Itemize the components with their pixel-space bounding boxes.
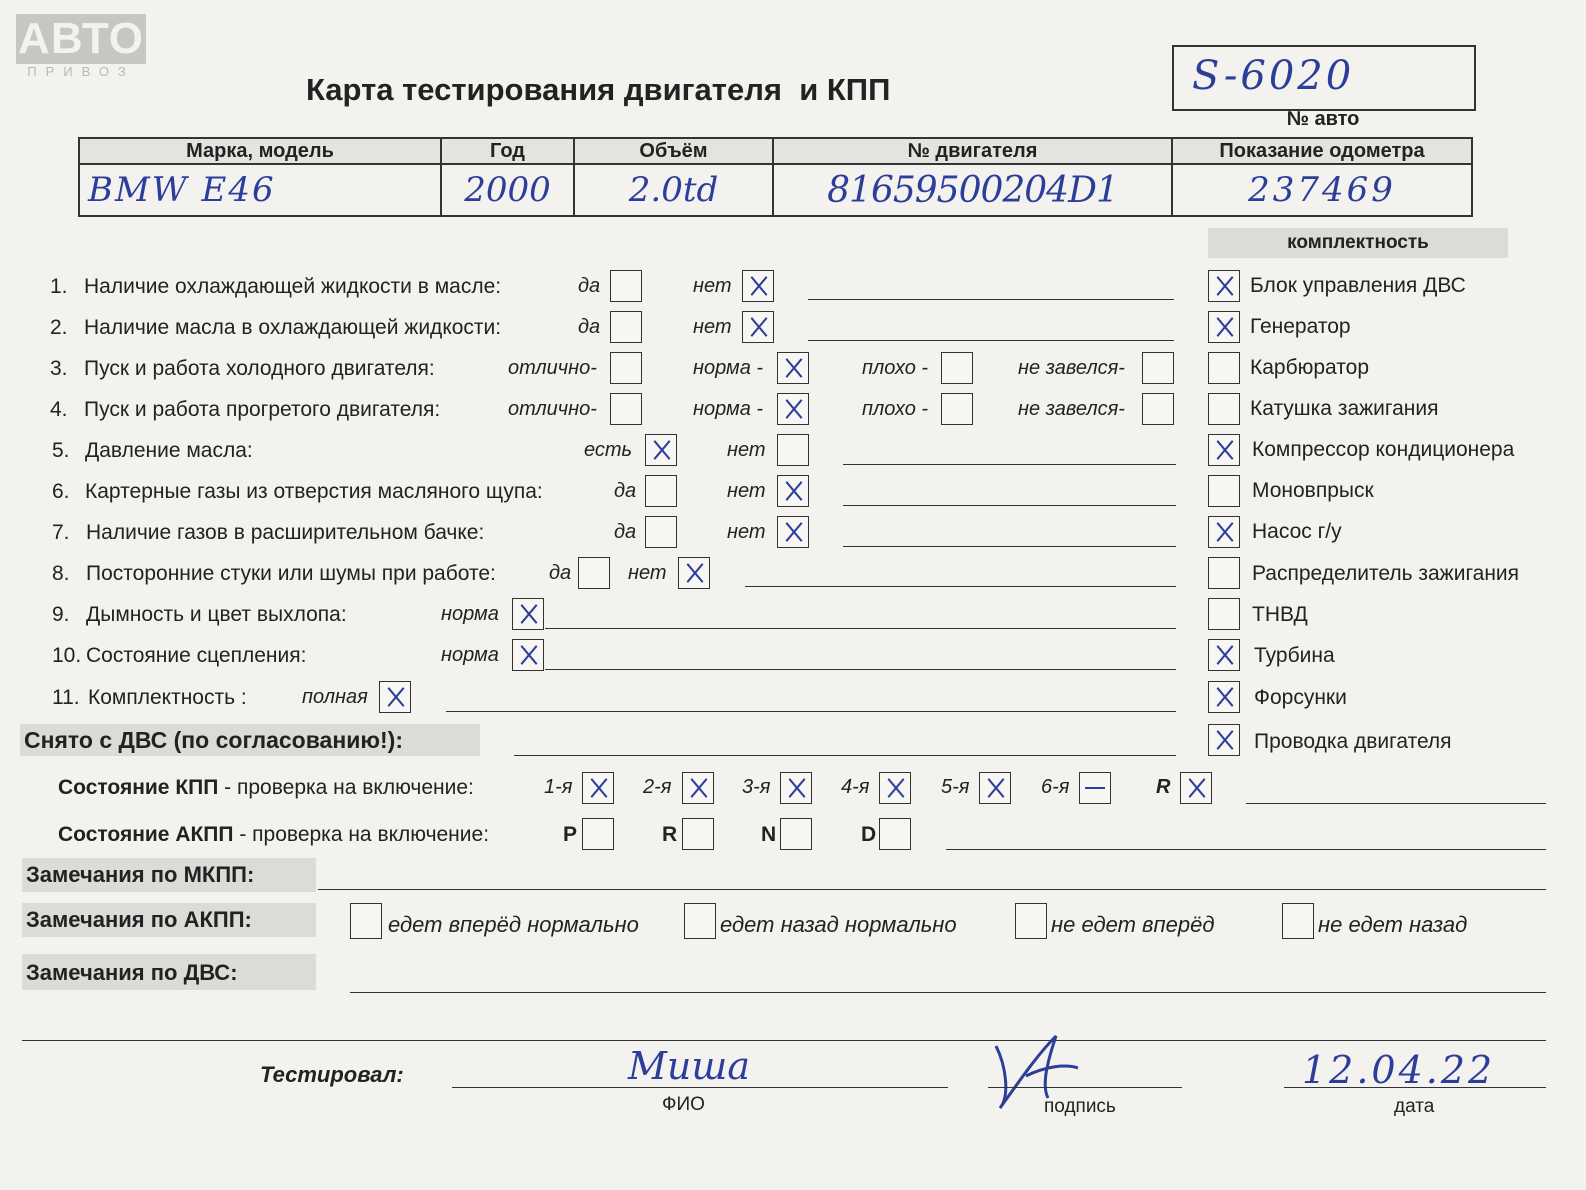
remarks-dvs-line-2 bbox=[22, 1040, 1546, 1041]
kit-item: Турбина bbox=[1254, 644, 1335, 667]
engine-value: 81659500204D1 bbox=[773, 164, 1172, 216]
logo: АВТО bbox=[16, 14, 146, 64]
check-2-yes-box[interactable] bbox=[610, 311, 642, 343]
vehicle-table bbox=[78, 137, 1473, 217]
option-label: норма bbox=[441, 603, 499, 625]
gear-r-box[interactable] bbox=[1180, 772, 1212, 804]
gear-5-box[interactable] bbox=[979, 772, 1011, 804]
volume-value: 2.0td bbox=[574, 164, 773, 216]
kit-box[interactable] bbox=[1208, 352, 1240, 384]
kit-item: Катушка зажигания bbox=[1250, 397, 1439, 420]
check-1-no-box[interactable] bbox=[742, 270, 774, 302]
make-value: BMW E46 bbox=[79, 164, 441, 216]
make-header: Марка, модель bbox=[79, 138, 441, 164]
option-label: нет bbox=[727, 439, 766, 461]
akpp-opt-box[interactable] bbox=[1282, 903, 1314, 939]
check-label: Комплектность : bbox=[88, 686, 247, 709]
kit-item: Компрессор кондиционера bbox=[1252, 438, 1515, 461]
check-8-no-box[interactable] bbox=[678, 557, 710, 589]
akpp-label-bold: Состояние АКПП bbox=[58, 823, 234, 846]
akpp-opt-box[interactable] bbox=[684, 903, 716, 939]
kit-item: Карбюратор bbox=[1250, 356, 1370, 379]
notes-line bbox=[843, 464, 1176, 465]
check-6-no-box[interactable] bbox=[777, 475, 809, 507]
remarks-dvs-label: Замечания по ДВС: bbox=[26, 960, 238, 985]
kit-title: комплектность bbox=[1287, 232, 1429, 253]
notes-line bbox=[843, 505, 1176, 506]
kit-box[interactable] bbox=[1208, 598, 1240, 630]
fio-label: ФИО bbox=[662, 1094, 705, 1115]
option-label: да bbox=[614, 521, 637, 543]
option-label: плохо - bbox=[862, 357, 929, 379]
sign-line bbox=[988, 1087, 1182, 1088]
kit-item: Блок управления ДВС bbox=[1250, 274, 1466, 297]
kit-item: Насос г/у bbox=[1252, 520, 1342, 543]
check-label: Наличие газов в расширительном бачке: bbox=[86, 521, 485, 544]
check-8-yes-box[interactable] bbox=[578, 557, 610, 589]
check-11-full-box[interactable] bbox=[379, 681, 411, 713]
year-header: Год bbox=[441, 138, 574, 164]
check-number: 11. bbox=[52, 686, 80, 709]
option-label: да bbox=[614, 480, 637, 502]
gear-3-box[interactable] bbox=[780, 772, 812, 804]
kit-item: Форсунки bbox=[1254, 686, 1347, 709]
akpp-opt-box[interactable] bbox=[1015, 903, 1047, 939]
kit-item: Моновпрыск bbox=[1252, 479, 1374, 502]
check-3-bad-box[interactable] bbox=[941, 352, 973, 384]
akpp-label bbox=[58, 823, 489, 847]
gear-label: 3-я bbox=[742, 776, 771, 798]
car-number-value: S-6020 bbox=[1192, 53, 1355, 99]
option-label: да bbox=[549, 562, 572, 584]
kpp-label-rest: - проверка на включение: bbox=[218, 776, 474, 799]
check-number: 5. bbox=[52, 439, 70, 462]
check-number: 10. bbox=[52, 644, 82, 667]
notes-line bbox=[808, 340, 1174, 341]
mode-d-box[interactable] bbox=[879, 818, 911, 850]
gear-label: 4-я bbox=[841, 776, 870, 798]
check-label: Пуск и работа прогретого двигателя: bbox=[84, 398, 441, 421]
option-label: отлично- bbox=[508, 357, 597, 379]
gear-label: R bbox=[1156, 776, 1171, 798]
check-label: Наличие охлаждающей жидкости в масле: bbox=[84, 275, 502, 298]
check-number: 2. bbox=[50, 316, 68, 339]
check-label: Состояние сцепления: bbox=[86, 644, 307, 667]
kit-box[interactable] bbox=[1208, 475, 1240, 507]
tested-label: Тестировал: bbox=[260, 1062, 404, 1087]
kit-box[interactable] bbox=[1208, 270, 1240, 302]
akpp-label-rest: - проверка на включение: bbox=[233, 823, 490, 846]
kpp-label-bold: Состояние КПП bbox=[58, 776, 219, 799]
option-label: нет bbox=[727, 480, 766, 502]
volume-header: Объём bbox=[574, 138, 773, 164]
check-number: 1. bbox=[50, 275, 68, 298]
gear-1-box[interactable] bbox=[582, 772, 614, 804]
remarks-mkpp-line bbox=[318, 889, 1546, 890]
option-label: нет bbox=[628, 562, 667, 584]
option-label: да bbox=[578, 275, 601, 297]
mode-n-box[interactable] bbox=[780, 818, 812, 850]
kit-item: Генератор bbox=[1250, 315, 1351, 338]
gear-6-box[interactable] bbox=[1079, 772, 1111, 804]
removed-line bbox=[514, 755, 1176, 756]
kit-box[interactable] bbox=[1208, 516, 1240, 548]
mode-label: P bbox=[563, 823, 578, 846]
check-number: 8. bbox=[52, 562, 70, 585]
car-number-label: № авто bbox=[1286, 108, 1360, 130]
gear-label: 5-я bbox=[941, 776, 970, 798]
kit-item: Проводка двигателя bbox=[1254, 730, 1452, 753]
date-line bbox=[1284, 1087, 1546, 1088]
check-7-yes-box[interactable] bbox=[645, 516, 677, 548]
date-value: 12.04.22 bbox=[1302, 1048, 1496, 1092]
option-label: нет bbox=[693, 316, 732, 338]
check-1-yes-box[interactable] bbox=[610, 270, 642, 302]
notes-line bbox=[843, 546, 1176, 547]
mode-label: R bbox=[662, 823, 678, 846]
kit-box[interactable] bbox=[1208, 639, 1240, 671]
check-9-normal-box[interactable] bbox=[512, 598, 544, 630]
mode-label: D bbox=[861, 823, 877, 846]
check-4-nostart-box[interactable] bbox=[1142, 393, 1174, 425]
check-label: Дымность и цвет выхлопа: bbox=[86, 603, 347, 626]
check-number: 3. bbox=[50, 357, 68, 380]
check-number: 6. bbox=[52, 480, 70, 503]
check-5-no-box[interactable] bbox=[777, 434, 809, 466]
check-4-excellent-box[interactable] bbox=[610, 393, 642, 425]
option-label: нет bbox=[693, 275, 732, 297]
fio-line bbox=[452, 1087, 948, 1088]
check-label: Посторонние стуки или шумы при работе: bbox=[86, 562, 496, 585]
notes-line bbox=[446, 711, 1176, 712]
check-label: Давление масла: bbox=[85, 439, 253, 462]
gear-label: 2-я bbox=[643, 776, 672, 798]
check-10-normal-box[interactable] bbox=[512, 639, 544, 671]
option-label: да bbox=[578, 316, 601, 338]
check-number: 7. bbox=[52, 521, 70, 544]
check-4-normal-box[interactable] bbox=[777, 393, 809, 425]
option-label: нет bbox=[727, 521, 766, 543]
option-label: не завелся- bbox=[1018, 398, 1125, 420]
akpp-line bbox=[946, 849, 1546, 850]
option-label: плохо - bbox=[862, 398, 929, 420]
kit-box[interactable] bbox=[1208, 393, 1240, 425]
check-7-no-box[interactable] bbox=[777, 516, 809, 548]
check-2-no-box[interactable] bbox=[742, 311, 774, 343]
option-label: норма - bbox=[693, 357, 764, 379]
kit-box[interactable] bbox=[1208, 681, 1240, 713]
option-label: полная bbox=[302, 686, 368, 708]
page-title: Карта тестирования двигателя и КПП bbox=[306, 72, 891, 107]
odometer-value: 237469 bbox=[1172, 164, 1472, 216]
notes-line bbox=[545, 628, 1176, 629]
check-label: Наличие масла в охлаждающей жидкости: bbox=[84, 316, 502, 339]
remarks-dvs-line bbox=[350, 992, 1546, 993]
notes-line bbox=[808, 299, 1174, 300]
remarks-akpp-label: Замечания по АКПП: bbox=[26, 907, 252, 932]
option-label: не завелся- bbox=[1018, 357, 1125, 379]
kpp-label bbox=[58, 776, 474, 800]
check-label: Картерные газы из отверстия масляного щупа: bbox=[85, 480, 543, 503]
check-5-yes-box[interactable] bbox=[645, 434, 677, 466]
check-3-normal-box[interactable] bbox=[777, 352, 809, 384]
kit-box[interactable] bbox=[1208, 557, 1240, 589]
akpp-opt-label: едет назад нормально bbox=[720, 912, 957, 937]
check-number: 9. bbox=[52, 603, 70, 626]
check-number: 4. bbox=[50, 398, 68, 421]
gear-label: 1-я bbox=[544, 776, 573, 798]
check-3-excellent-box[interactable] bbox=[610, 352, 642, 384]
remarks-mkpp-label: Замечания по МКПП: bbox=[26, 862, 255, 887]
akpp-opt-box[interactable] bbox=[350, 903, 382, 939]
mode-p-box[interactable] bbox=[582, 818, 614, 850]
option-label: норма bbox=[441, 644, 499, 666]
gear-4-box[interactable] bbox=[879, 772, 911, 804]
check-6-yes-box[interactable] bbox=[645, 475, 677, 507]
notes-line bbox=[545, 669, 1176, 670]
year-value: 2000 bbox=[441, 164, 574, 216]
akpp-opt-label: едет вперёд нормально bbox=[388, 912, 639, 937]
car-number-box bbox=[1172, 45, 1476, 111]
engine-header: № двигателя bbox=[773, 138, 1172, 164]
option-label: норма - bbox=[693, 398, 764, 420]
date-label: дата bbox=[1394, 1096, 1435, 1117]
check-3-nostart-box[interactable] bbox=[1142, 352, 1174, 384]
mode-r-box[interactable] bbox=[682, 818, 714, 850]
kit-box[interactable] bbox=[1208, 311, 1240, 343]
option-label: есть bbox=[584, 439, 633, 461]
check-label: Пуск и работа холодного двигателя: bbox=[84, 357, 435, 380]
kit-item: ТНВД bbox=[1252, 603, 1308, 626]
akpp-opt-label: не едет вперёд bbox=[1051, 912, 1215, 937]
removed-label: Снято с ДВС (по согласованию!): bbox=[24, 727, 403, 753]
kpp-line bbox=[1246, 803, 1546, 804]
gear-2-box[interactable] bbox=[682, 772, 714, 804]
notes-line bbox=[745, 586, 1176, 587]
kit-box[interactable] bbox=[1208, 724, 1240, 756]
kit-box[interactable] bbox=[1208, 434, 1240, 466]
fio-value: Миша bbox=[628, 1044, 751, 1088]
gear-label: 6-я bbox=[1041, 776, 1070, 798]
kit-item: Распределитель зажигания bbox=[1252, 562, 1520, 585]
akpp-opt-label: не едет назад bbox=[1318, 912, 1468, 937]
sign-label: подпись bbox=[1044, 1096, 1116, 1117]
option-label: отлично- bbox=[508, 398, 597, 420]
mode-label: N bbox=[761, 823, 777, 846]
odometer-header: Показание одометра bbox=[1172, 138, 1472, 164]
logo-subtitle: ПРИВОЗ bbox=[27, 64, 135, 79]
check-4-bad-box[interactable] bbox=[941, 393, 973, 425]
